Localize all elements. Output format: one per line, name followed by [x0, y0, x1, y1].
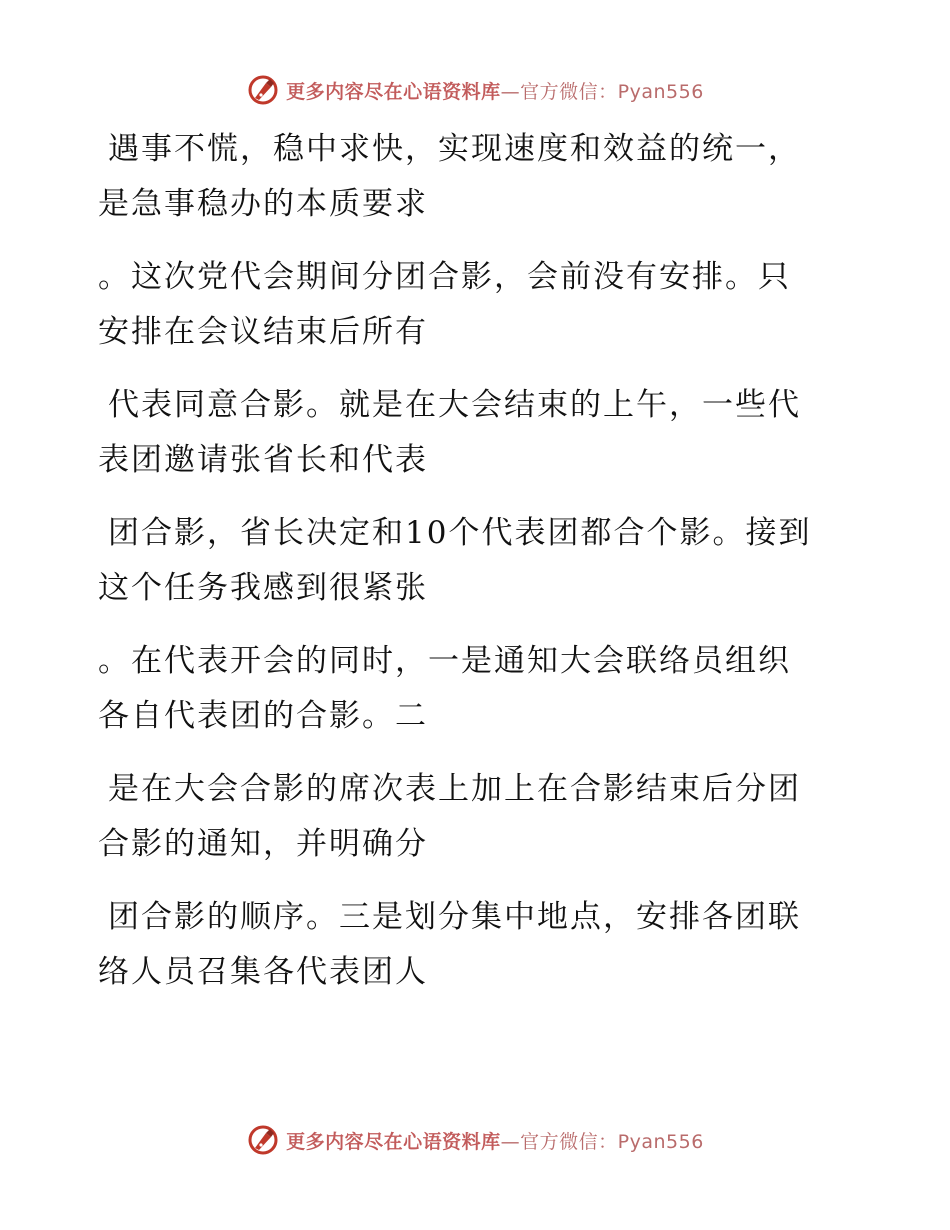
- pen-nib-logo-icon: [246, 1123, 280, 1157]
- banner-lead-text: 更多内容尽在心语资料库: [286, 1130, 501, 1153]
- paragraph-line: 各自代表团的合影。二: [98, 698, 428, 734]
- paragraph: [98, 762, 858, 872]
- header-banner: [0, 70, 950, 110]
- paragraph-line: 表团邀请张省长和代表: [98, 442, 428, 478]
- paragraph-line: 是在大会合影的席次表上加上在合影结束后分团: [108, 771, 801, 807]
- paragraph: [98, 378, 858, 488]
- banner-text: [286, 1127, 704, 1154]
- paragraph: [98, 890, 858, 1000]
- banner-tail-text: —官方微信：Pyan556: [500, 80, 704, 103]
- paragraph-line: 这个任务我感到很紧张: [98, 570, 428, 606]
- paragraph: [98, 634, 858, 744]
- footer-banner: [0, 1120, 950, 1160]
- pen-nib-logo-icon: [246, 73, 280, 107]
- paragraph-line: 安排在会议结束后所有: [98, 314, 428, 350]
- paragraph: [98, 506, 858, 616]
- paragraph-line: 遇事不慌，稳中求快，实现速度和效益的统一，: [108, 131, 801, 167]
- banner-lead-text: 更多内容尽在心语资料库: [286, 80, 501, 103]
- paragraph-line: 。在代表开会的同时，一是通知大会联络员组织: [98, 643, 791, 679]
- paragraph-line: 络人员召集各代表团人: [98, 954, 428, 990]
- paragraph: [98, 250, 858, 360]
- paragraph-line: 团合影，省长决定和10个代表团都合个影。接到: [108, 515, 812, 551]
- document-body: [98, 122, 858, 1018]
- paragraph-line: 。这次党代会期间分团合影，会前没有安排。只: [98, 259, 791, 295]
- banner-text: [286, 77, 704, 104]
- paragraph-line: 代表同意合影。就是在大会结束的上午，一些代: [108, 387, 801, 423]
- paragraph-line: 团合影的顺序。三是划分集中地点，安排各团联: [108, 899, 801, 935]
- paragraph-line: 合影的通知，并明确分: [98, 826, 428, 862]
- banner-tail-text: —官方微信：Pyan556: [500, 1130, 704, 1153]
- paragraph: [98, 122, 858, 232]
- paragraph-line: 是急事稳办的本质要求: [98, 186, 428, 222]
